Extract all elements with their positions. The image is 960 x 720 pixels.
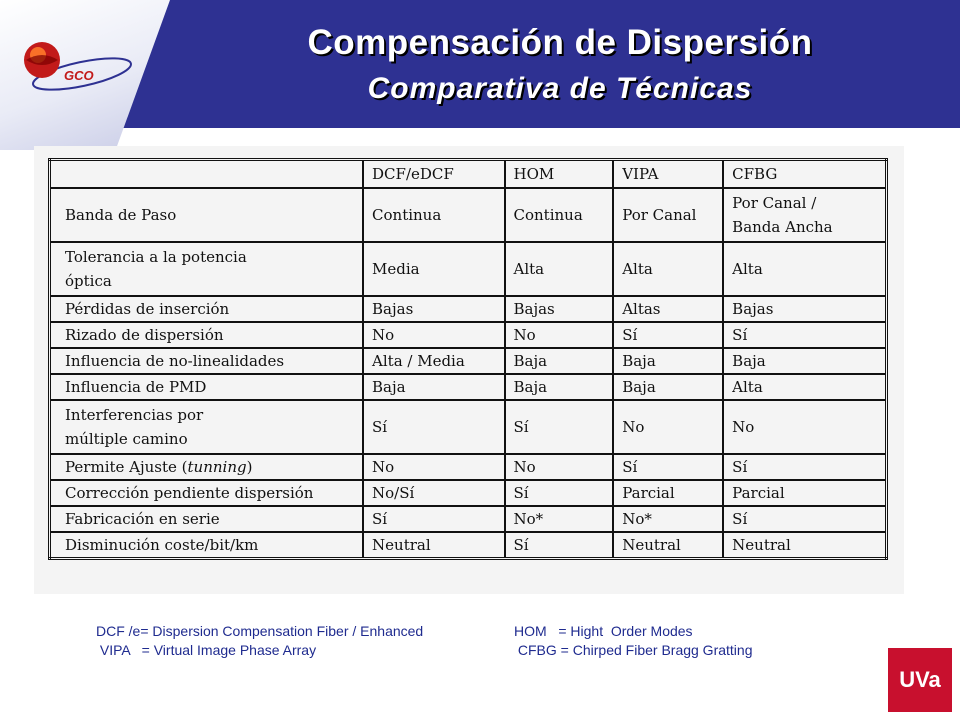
- table-cell: Sí: [613, 322, 723, 348]
- table-cell: No: [505, 322, 614, 348]
- table-row: [50, 374, 887, 400]
- table-cell: No*: [505, 506, 614, 532]
- table-image-area: [34, 146, 904, 594]
- table-cell: Bajas: [505, 296, 614, 322]
- table-cell: No: [363, 322, 504, 348]
- table-cell: Baja: [723, 348, 886, 374]
- table-row: [50, 348, 887, 374]
- table-cell: Alta / Media: [363, 348, 504, 374]
- footnote-cfbg: CFBG = Chirped Fiber Bragg Gratting: [514, 642, 753, 658]
- comparison-table: [48, 158, 888, 560]
- table-cell: Continua: [505, 188, 614, 242]
- header-cell-dcf: DCF/eDCF: [363, 160, 504, 189]
- table-cell: No*: [613, 506, 723, 532]
- table-cell: Bajas: [363, 296, 504, 322]
- footnotes: [96, 622, 856, 660]
- table-cell: Alta: [723, 242, 886, 296]
- table-cell: Baja: [505, 374, 614, 400]
- table-row: [50, 188, 887, 242]
- table-row: [50, 532, 887, 559]
- table-row: [50, 400, 887, 454]
- header-cell-cfbg: CFBG: [723, 160, 886, 189]
- table-row: [50, 480, 887, 506]
- table-cell: Por Canal: [613, 188, 723, 242]
- table-cell: Parcial: [613, 480, 723, 506]
- table-cell: Sí: [723, 322, 886, 348]
- table-cell: Baja: [613, 374, 723, 400]
- table-cell: Parcial: [723, 480, 886, 506]
- table-header-row: [50, 160, 887, 189]
- footnote-hom: HOM = Hight Order Modes: [514, 623, 693, 639]
- row-label: Disminución coste/bit/km: [50, 532, 364, 559]
- footnote-dcf: DCF /e= Dispersion Compensation Fiber / Enhanced: [96, 623, 424, 639]
- row-label: Influencia de PMD: [50, 374, 364, 400]
- table-cell: Sí: [363, 506, 504, 532]
- table-row: [50, 242, 887, 296]
- table-cell: Neutral: [363, 532, 504, 559]
- uva-logo: UVa: [888, 648, 952, 712]
- table-cell: Alta: [613, 242, 723, 296]
- table-cell: No/Sí: [363, 480, 504, 506]
- table-cell: Sí: [723, 454, 886, 480]
- page-title: Compensación de Dispersión: [307, 23, 813, 62]
- table-cell: Altas: [613, 296, 723, 322]
- table-cell: Sí: [723, 506, 886, 532]
- footnote-row: [96, 622, 856, 641]
- table-row: [50, 454, 887, 480]
- table-cell: Baja: [363, 374, 504, 400]
- row-label: Fabricación en serie: [50, 506, 364, 532]
- page-subtitle: Comparativa de Técnicas: [367, 72, 753, 105]
- row-label: Tolerancia a la potencia óptica: [50, 242, 364, 296]
- header-cell-vipa: VIPA: [613, 160, 723, 189]
- row-label: Interferencias por múltiple camino: [50, 400, 364, 454]
- table-row: [50, 322, 887, 348]
- table-cell: Neutral: [613, 532, 723, 559]
- table-cell: Sí: [505, 532, 614, 559]
- table-cell: Baja: [505, 348, 614, 374]
- table-row: [50, 506, 887, 532]
- table-cell: Neutral: [723, 532, 886, 559]
- table-cell: Sí: [363, 400, 504, 454]
- row-label: Banda de Paso: [50, 188, 364, 242]
- table-cell: Sí: [505, 480, 614, 506]
- row-label: Pérdidas de inserción: [50, 296, 364, 322]
- footnote-vipa: VIPA = Virtual Image Phase Array: [96, 642, 317, 658]
- footnote-row: [96, 641, 856, 660]
- row-label: Rizado de dispersión: [50, 322, 364, 348]
- row-label: Corrección pendiente dispersión: [50, 480, 364, 506]
- gco-logo-icon: [16, 36, 136, 96]
- table-cell: Sí: [613, 454, 723, 480]
- table-cell: No: [613, 400, 723, 454]
- table-cell: Bajas: [723, 296, 886, 322]
- table-cell: Alta: [723, 374, 886, 400]
- table-cell: Media: [363, 242, 504, 296]
- table-cell: Baja: [613, 348, 723, 374]
- table-cell: No: [505, 454, 614, 480]
- row-label: Permite Ajuste (tunning): [50, 454, 364, 480]
- table-cell: Sí: [505, 400, 614, 454]
- header-cell-empty: [50, 160, 364, 189]
- table-row: [50, 296, 887, 322]
- row-label: Influencia de no-linealidades: [50, 348, 364, 374]
- logo-text: GCO: [64, 68, 94, 83]
- table-cell: No: [363, 454, 504, 480]
- table-cell: Continua: [363, 188, 504, 242]
- table-cell: No: [723, 400, 886, 454]
- title-block: [180, 18, 940, 110]
- table-cell: Por Canal / Banda Ancha: [723, 188, 886, 242]
- header-cell-hom: HOM: [505, 160, 614, 189]
- table-cell: Alta: [505, 242, 614, 296]
